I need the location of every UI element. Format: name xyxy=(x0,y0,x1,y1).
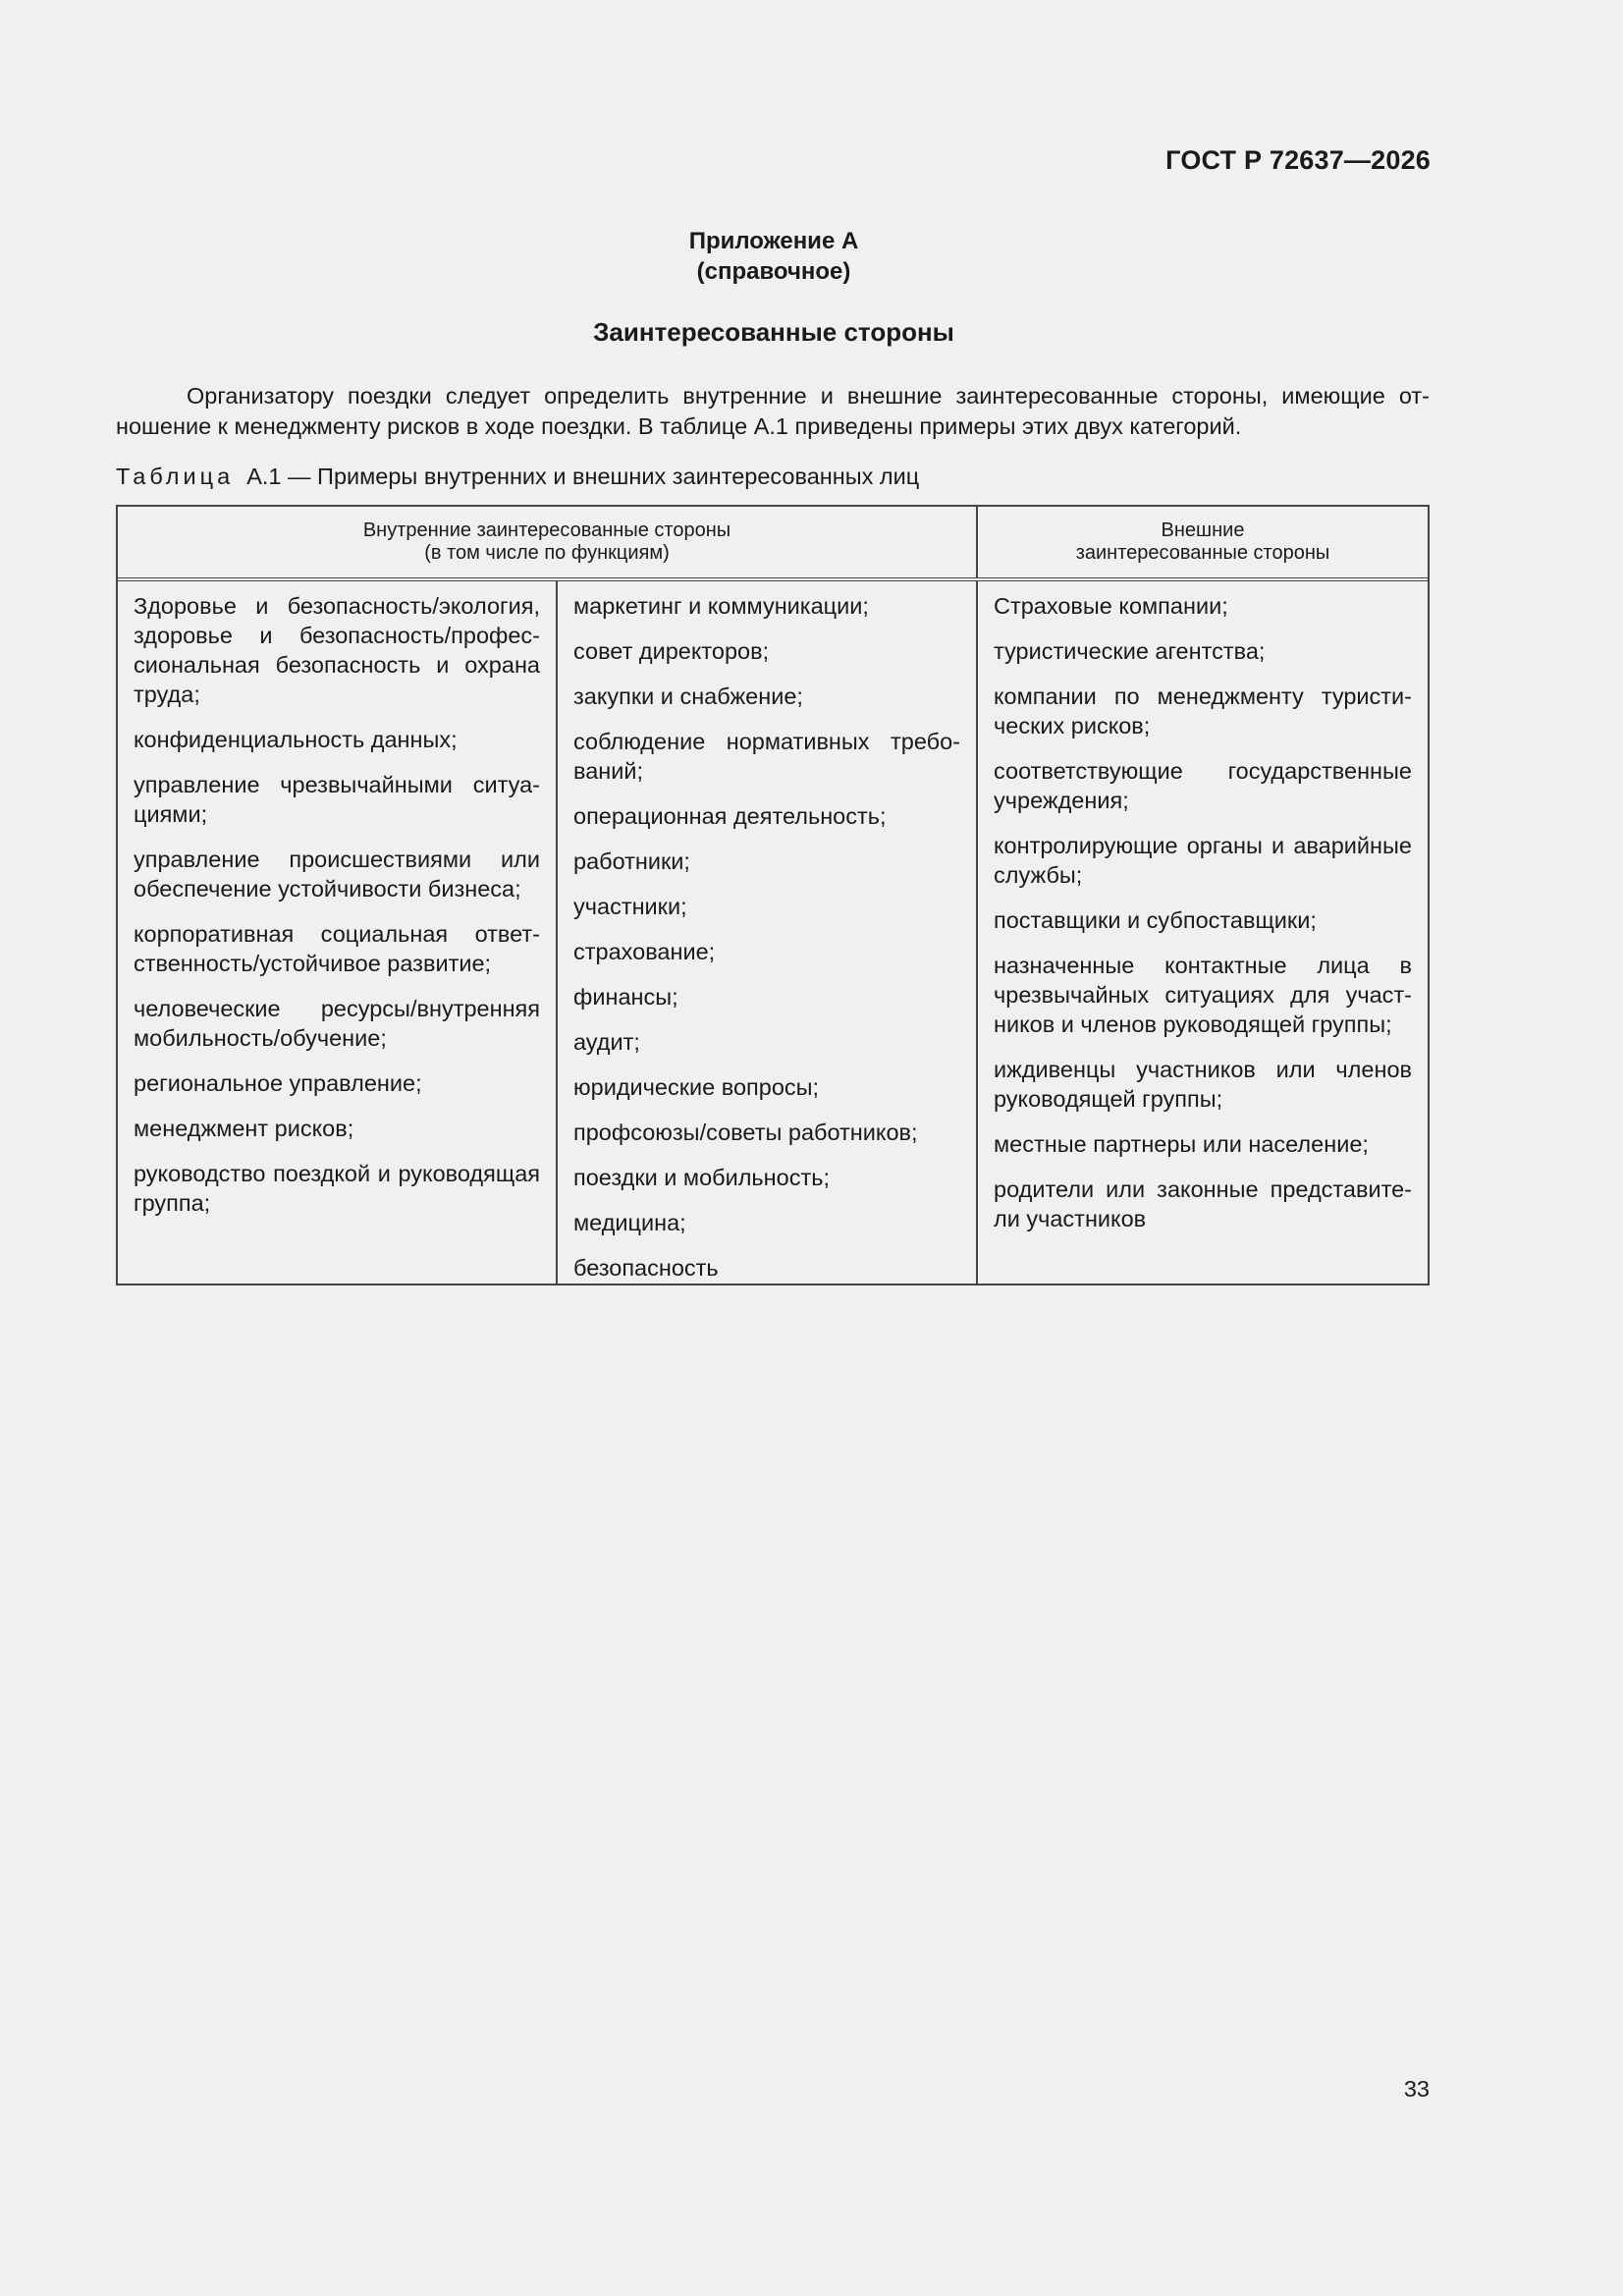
internal-list-2 xyxy=(573,591,960,1283)
list-item: медицина; xyxy=(573,1210,686,1235)
list-item: контролирующие органы и аварийные службы; xyxy=(994,833,1412,888)
list-item: управление чрезвычайными ситуациями; xyxy=(134,772,540,827)
list-item: корпоративная социальная ответственность/устойчивое развитие; xyxy=(134,921,540,976)
header-internal-line2: (в том числе по функциям) xyxy=(424,542,670,564)
list-item: участники; xyxy=(573,894,687,919)
internal-column-2 xyxy=(558,581,978,1284)
header-external-line1: Внешние xyxy=(1161,519,1245,541)
list-item: соблюдение нормативных требований; xyxy=(573,729,960,784)
page-number: 33 xyxy=(1403,2076,1430,2102)
list-item: конфиденциальность данных; xyxy=(134,727,458,752)
appendix-title: Приложение А xyxy=(688,228,859,254)
list-item: назначенные контактные лица в чрезвычайных ситуациях для участников и членов руководящей группы; xyxy=(994,953,1412,1037)
list-item: юридические вопросы; xyxy=(573,1074,820,1100)
list-item: финансы; xyxy=(573,984,678,1010)
list-item: профсоюзы/советы работников; xyxy=(573,1120,918,1145)
list-item: Страховые компании; xyxy=(994,593,1228,619)
list-item: компании по менеджменту туристических рисков; xyxy=(994,683,1412,738)
header-internal xyxy=(118,507,978,577)
document-code: ГОСТ Р 72637—2026 xyxy=(1165,145,1431,175)
list-item: закупки и снабжение; xyxy=(573,683,803,709)
header-external-line2: заинтересованные стороны xyxy=(1075,542,1330,564)
list-item: управление происшествиями или обеспечение устойчивости бизнеса; xyxy=(134,847,540,902)
list-item: поездки и мобильность; xyxy=(573,1165,831,1190)
appendix-subtitle: (справочное) xyxy=(696,258,851,285)
list-item: соответствующие государственные учреждения; xyxy=(994,758,1412,813)
internal-column-1 xyxy=(118,581,558,1284)
list-item: безопасность xyxy=(573,1255,719,1281)
list-item: поставщики и субпоставщики; xyxy=(994,907,1317,933)
external-list xyxy=(994,591,1412,1233)
list-item: совет директоров; xyxy=(573,638,770,664)
list-item: операционная деятельность; xyxy=(573,803,887,829)
stakeholders-table xyxy=(116,505,1430,1285)
list-item: аудит; xyxy=(573,1029,640,1055)
table-header xyxy=(118,507,1428,581)
table-caption xyxy=(116,464,919,490)
list-item: работники; xyxy=(573,848,690,874)
list-item: Здоровье и безопасность/экология, здоровье и безопасность/профессиональная безопасность и охрана труда; xyxy=(134,593,540,707)
header-internal-line1: Внутренние заинтересованные стороны xyxy=(362,519,731,541)
list-item: человеческие ресурсы/внутренняя мобильность/обучение; xyxy=(134,996,540,1051)
list-item: местные партнеры или население; xyxy=(994,1131,1369,1157)
list-item: туристические агентства; xyxy=(994,638,1266,664)
list-item: родители или законные представители участников xyxy=(994,1176,1412,1231)
list-item: страхование; xyxy=(573,939,716,964)
appendix-heading xyxy=(0,226,1547,287)
list-item: иждивенцы участников или членов руководящей группы; xyxy=(994,1057,1412,1112)
header-external xyxy=(978,507,1428,577)
list-item: маркетинг и коммуникации; xyxy=(573,593,869,619)
table-caption-label: Таблица xyxy=(116,464,235,489)
internal-list-1 xyxy=(134,591,540,1218)
table-caption-text: А.1 — Примеры внутренних и внешних заинтересованных лиц xyxy=(246,464,920,489)
intro-paragraph: Организатору поездки следует определить внутренние и внешние заинтересованные стороны, имеющие отношение к менеджменту рисков в ходе поездки. В таблице А.1 приведены примеры этих двух категорий. xyxy=(116,383,1430,439)
section-title: Заинтересованные стороны xyxy=(593,317,954,347)
list-item: региональное управление; xyxy=(134,1070,422,1096)
list-item: менеджмент рисков; xyxy=(134,1116,354,1141)
external-column xyxy=(978,581,1428,1284)
list-item: руководство поездкой и руководящая группа; xyxy=(134,1161,540,1216)
